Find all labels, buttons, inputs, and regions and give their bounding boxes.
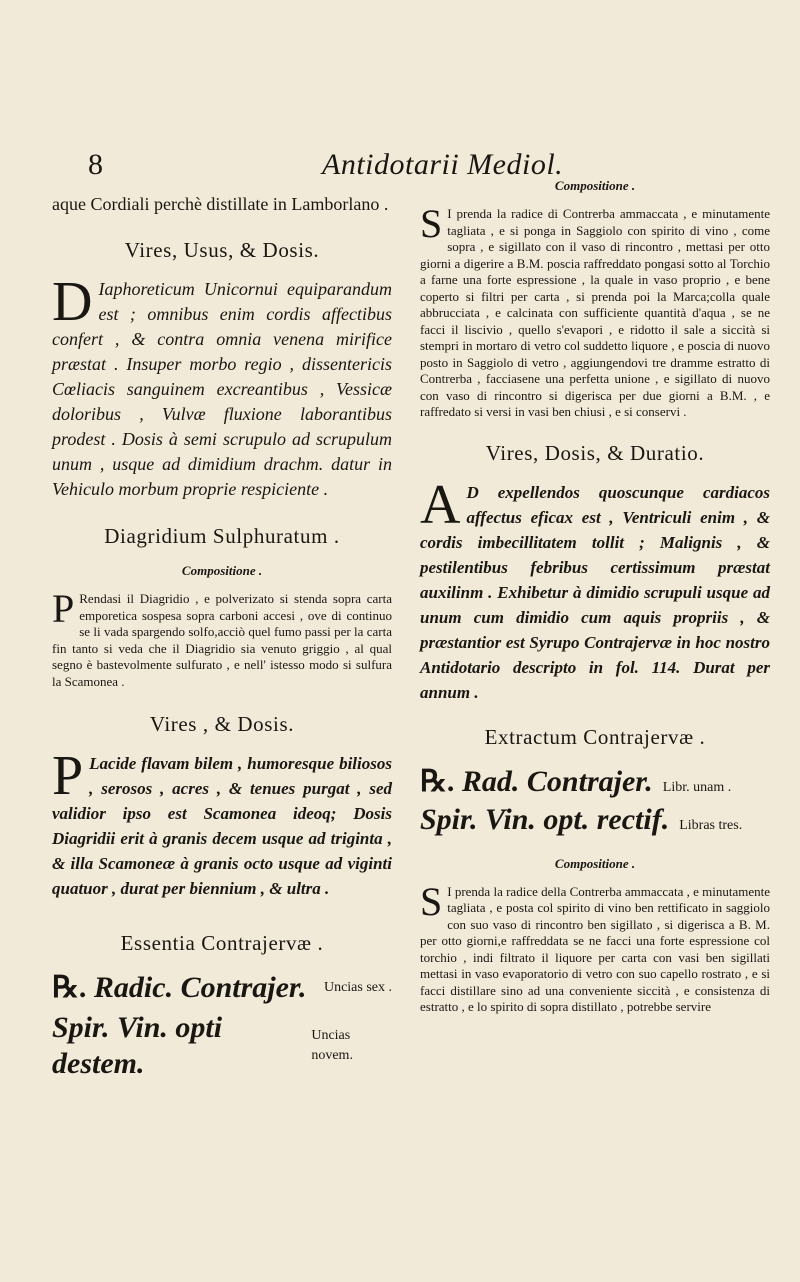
left-column xyxy=(52,186,392,1082)
recipe-line xyxy=(420,764,770,800)
ingredient-name: ℞. Radic. Contrajer. xyxy=(52,971,307,1004)
ingredient-name: Spir. Vin. opt. rectif. xyxy=(420,802,670,836)
paragraph-text: Iaphoreticum Unicornui equiparandum est ; omnibus enim cordis affectibus confert , & contra omnia venena mirifice præstat . Insuper morbo regio , dissentericis Cœliacis sanguinem excreantibus , Vessicæ doloribus , Vulvæ fluxione laborantibus prodest . Dosis à semi scrupulo ad scrupulum unum , usque ad dimidium drachm. datur in Vehiculo morbum proprie respiciente . xyxy=(52,279,392,499)
section-title: Diagridium Sulphuratum . xyxy=(104,524,340,548)
paragraph-text: I prenda la radice di Contrerba ammaccata , e minutamente tagliata , e si ponga in Saggiolo con spirito di vino , come sopra , e sigillato con il vaso di rincontro , mettasi per otto giorni a digerire a B.M. poscia raffreddato pongasi sotto al Torchio a farne una forte espressione , la quale in vaso proprio , e bene coperto si filtri per carta , si prenda poi la Marca;colla quale abbrucciata , e calcinata con sufficiente quantità d'aqua , se ne facci il liscivio , quello s'evapori , e ridotto il sale a siccità si stempri in mortaro di vetro col suddetto liquore , e poscia di nuovo posto in Saggiolo di vetro , aggiungendovi tre dramme estratto di Contrerba , facciasene una perfetta unione , e sigillato di nuovo con vaso di rincontro si digerisca per due giorni a B.M. , e raffredato si versi in vasi ben chiusi , e si conservi . xyxy=(420,206,770,419)
paragraph-text: Rendasi il Diagridio , e polverizato si stenda sopra carta emporetica sospesa sopra carboni accesi , ove di continuo se li vada spargendo solfo,acciò quel fumo passi per la carta fin tanto si veda che il Diagridio sia venuto griggio , al qual segno è bastevolmente sulfurato , e nell' istesso modo si sulfura la Scamonea . xyxy=(52,591,392,689)
recipe-line xyxy=(52,970,392,1006)
right-column xyxy=(420,170,770,1016)
ingredient-quantity: Libr. unam . xyxy=(662,779,732,795)
paragraph-text: I prenda la radice della Contrerba ammaccata , e minutamente tagliata , e posta col spirito di vino ben rettificato in saggiolo con suo vaso di rincontro ben sigillato , si digerisca a B. M. per otto giorni,e raffreddata se ne facci una forte espressione col torchio , indi filtrato il liquore per carta con vasi ben sigillati mettasi in vaso evaporatorio di vetro con suo capello rostrato , e si facci distillare sino ad una conveniente siccità , e consistenza di estratto , e lo spirito di sopra distillato , potrebbe servire xyxy=(420,883,770,1014)
recipe-line xyxy=(52,1010,392,1082)
composition-paragraph xyxy=(52,586,392,690)
drop-cap: A xyxy=(420,473,461,536)
paragraph-text: D expellendos quoscunque cardiacos affectus eficax est , Ventriculi enim , & cordis imbecillitatem tollit ; Malignis , & pestilentibus febribus certissimum præstat auxilinm . Exhibetur à dimidio scrupuli usque ad unum cum dimidio cum aquis propriis , & præstantior est Syrupo Contrajervæ in hoc nostro Antidotario descripto in fol. 114. Durat per annum . xyxy=(420,482,770,702)
recipe-symbol: ℞. xyxy=(52,971,87,1004)
section-title: Essentia Contrajervæ . xyxy=(120,931,324,955)
drop-cap: D xyxy=(52,271,93,333)
drop-cap: S xyxy=(420,201,443,246)
composition-paragraph xyxy=(420,201,770,421)
vires-heading: Vires, Usus, & Dosis. xyxy=(124,238,320,262)
recipe-line xyxy=(420,802,770,838)
ingredient-quantity: Libras tres. xyxy=(679,817,743,833)
drop-cap: S xyxy=(420,878,443,924)
recipe-list xyxy=(420,764,770,838)
vires-paragraph xyxy=(52,271,392,502)
drop-cap: P xyxy=(52,586,75,631)
ingredient-quantity: Uncias sex . xyxy=(323,980,392,995)
continuation-text: aque Cordiali perchè distillate in Lamborlano . xyxy=(52,194,389,214)
paragraph-text: Lacide flavam bilem , humoresque biliosos , serosos , acres , & tenues purgat , sed validior ipso est Scamonea ideoq; Dosis Diagridii erit à granis decem usque ad triginta , & illa Scamoneæ à granis octo usque ad viginti quatuor , durat per biennium , & ultra . xyxy=(52,754,392,898)
vires-heading: Vires, Dosis, & Duratio. xyxy=(485,440,705,465)
composition-paragraph xyxy=(420,878,770,1016)
section-subtitle: Compositione . xyxy=(554,178,636,193)
ingredient-name: ℞. Rad. Contrajer. xyxy=(420,764,653,798)
page-number: 8 xyxy=(88,148,103,181)
recipe-symbol: ℞. xyxy=(420,764,455,798)
section-title: Extractum Contrajervæ . xyxy=(484,724,706,749)
recipe-list xyxy=(52,970,392,1082)
running-title: Antidotarii Mediol. xyxy=(322,148,564,181)
vires-paragraph xyxy=(420,473,770,705)
drop-cap: P xyxy=(52,745,84,807)
vires-heading: Vires , & Dosis. xyxy=(149,712,295,736)
section-subtitle: Compositione . xyxy=(181,563,263,578)
ingredient-name: Spir. Vin. opti destem. xyxy=(52,1011,223,1080)
vires-paragraph xyxy=(52,745,392,901)
ingredient-quantity: Uncias novem. xyxy=(311,1028,353,1063)
section-subtitle: Compositione . xyxy=(554,855,636,871)
